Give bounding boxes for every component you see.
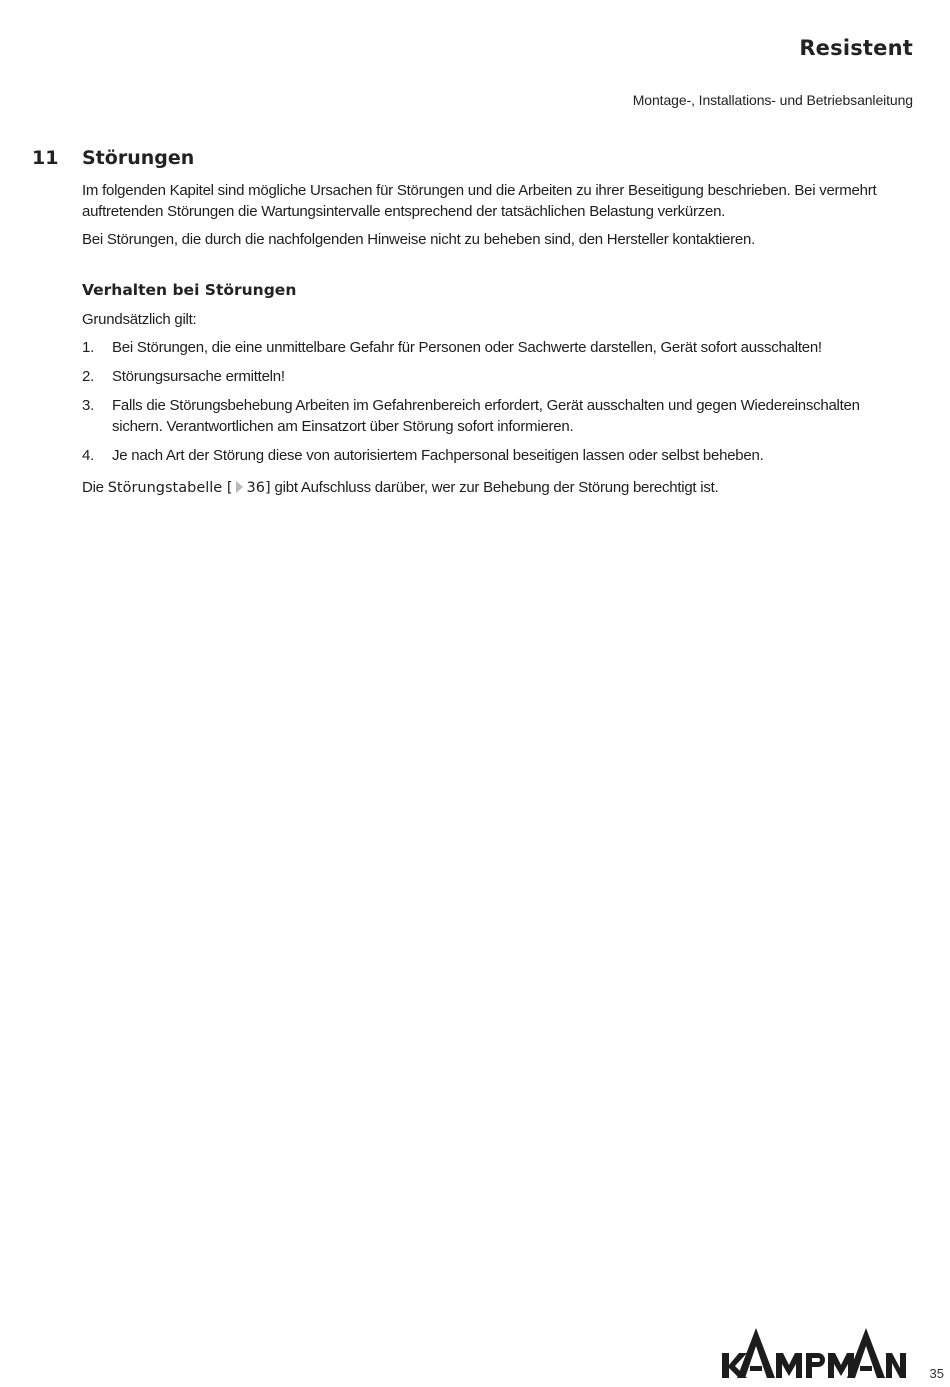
closing-suffix: gibt Aufschluss darüber, wer zur Behebung der Störung berechtigt ist. [270,479,719,496]
list-item [82,366,914,387]
bracket-open: [ [222,480,233,496]
closing-prefix: Die [82,479,108,496]
step-number: 4. [82,447,95,464]
page-number: 35 [929,1366,944,1381]
steps-list [82,337,914,466]
step-number: 2. [82,368,95,385]
intro-paragraph-1: Im folgenden Kapitel sind mögliche Ursachen für Störungen und die Arbeiten zu ihrer Beseitigung beschrieben. Bei vermehrt auftretenden Störungen die Wartungsintervalle entsprechend der tatsächlichen Belastung verkürzen. [82,182,877,220]
page-reference: 36 [246,480,265,496]
step-text: Falls die Störungsbehebung Arbeiten im Gefahrenbereich erfordert, Gerät ausschalten und gegen Wiedereinschalten sichern. Verantwortlichen am Einsatzort über Störung sofort informieren. [112,397,860,435]
arrow-right-icon [236,481,243,493]
cross-reference-link[interactable] [108,480,271,496]
cross-reference-label: Störungstabelle [107,480,223,496]
list-item [82,445,914,466]
list-item [82,395,914,437]
kampmann-logo [720,1326,912,1382]
list-item [82,337,914,358]
closing-paragraph [82,477,914,499]
step-number: 1. [82,339,95,356]
intro-paragraph-2: Bei Störungen, die durch die nachfolgenden Hinweise nicht zu beheben sind, den Hersteller kontaktieren. [82,231,756,248]
step-text: Bei Störungen, die eine unmittelbare Gefahr für Personen oder Sachwerte darstellen, Gerät sofort ausschalten! [112,339,822,356]
section-lead: Grundsätzlich gilt: [82,311,197,328]
step-text: Je nach Art der Störung diese von autorisiertem Fachpersonal beseitigen lassen oder selbst beheben. [112,447,764,464]
step-number: 3. [82,397,95,414]
chapter-number: 11 [32,147,59,169]
chapter-title: Störungen [82,147,195,169]
document-title: Resistent [799,36,913,60]
section-heading: Verhalten bei Störungen [82,281,297,299]
document-subtitle: Montage-, Installations- und Betriebsanleitung [632,92,913,108]
step-text: Störungsursache ermitteln! [112,368,285,385]
chapter-content [82,180,914,506]
bracket-close: ] [264,480,271,496]
